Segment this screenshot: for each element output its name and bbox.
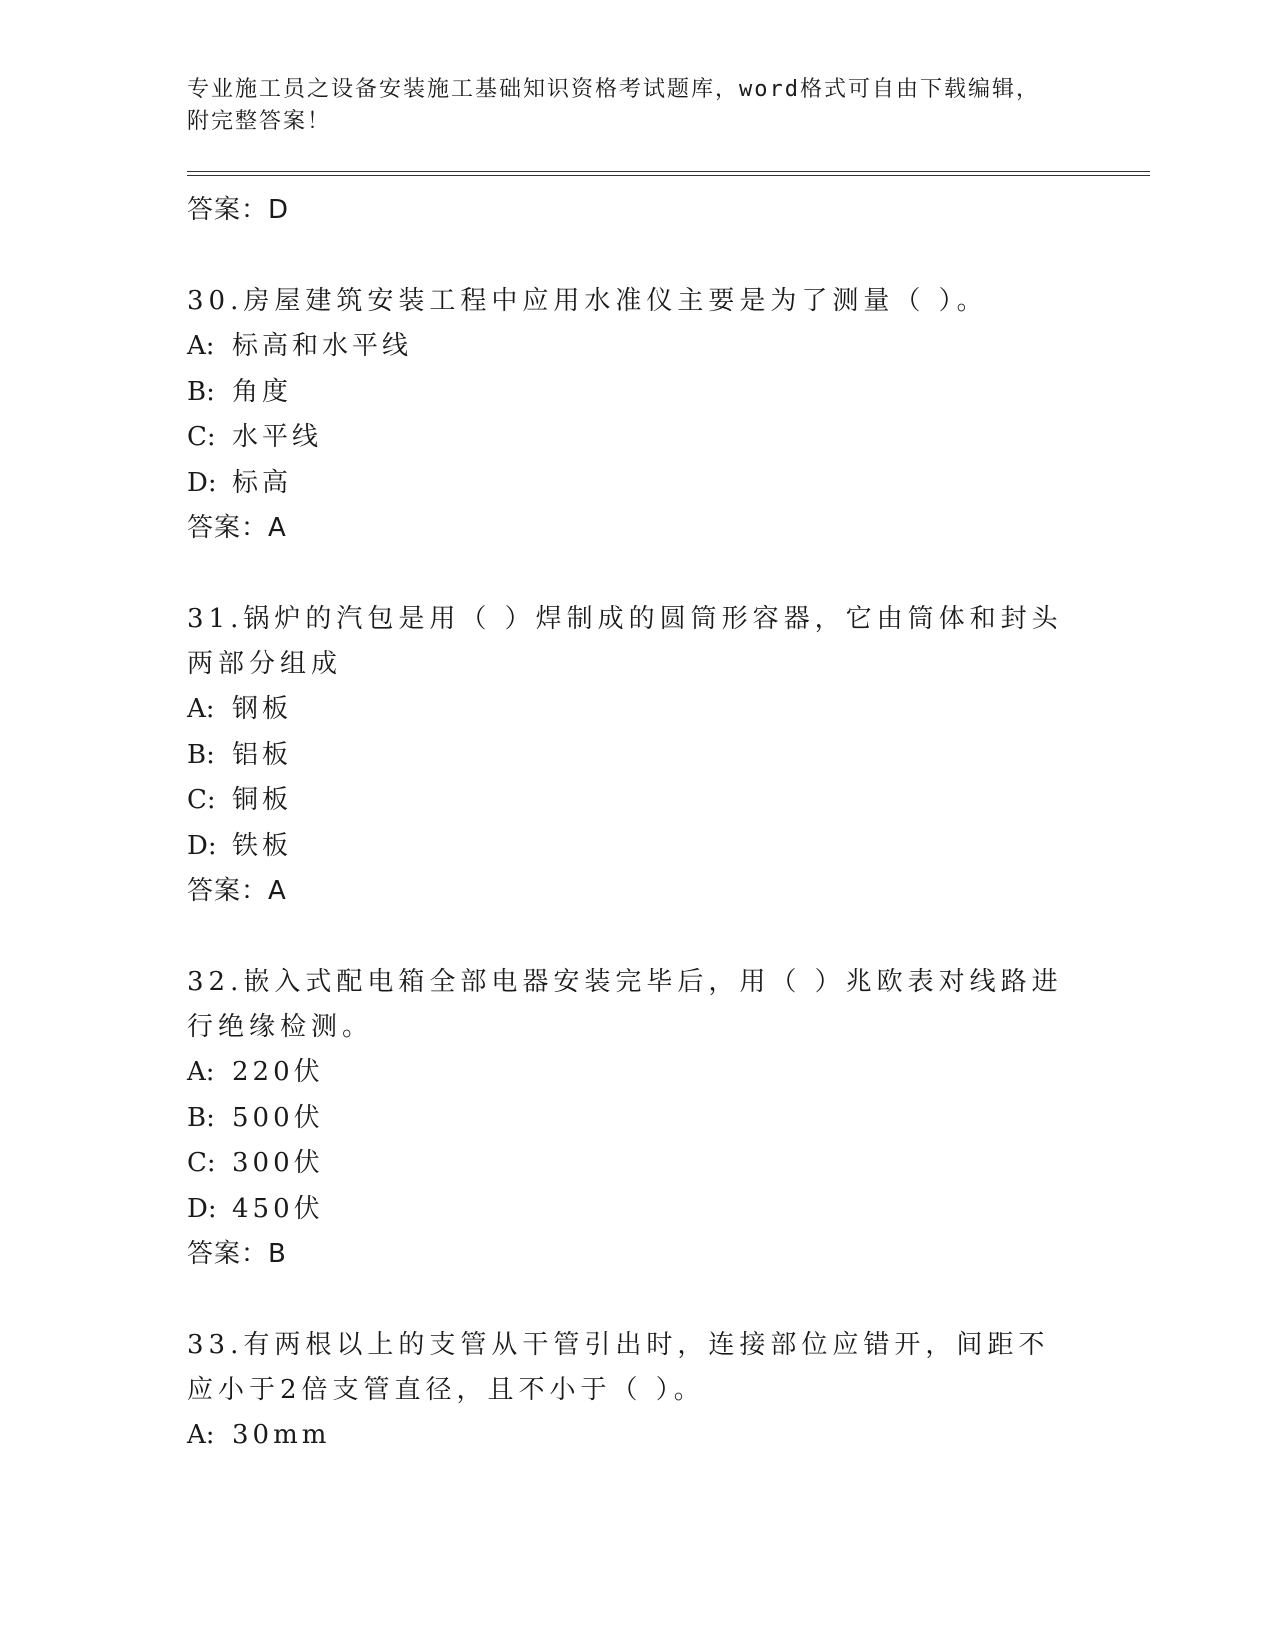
option-c: C: 铜板: [187, 785, 293, 815]
option-a: A: 标高和水平线: [187, 331, 413, 361]
question-text: 33.有两根以上的支管从干管引出时，连接部位应错开，间距不应小于2倍支管直径，且不小于（ ）。: [187, 1330, 1050, 1405]
option-a: A: 220伏: [187, 1057, 324, 1087]
question-text: 30.房屋建筑安装工程中应用水准仪主要是为了测量（ ）。: [187, 286, 988, 316]
header-divider-bottom: [187, 175, 1150, 176]
document-header: [187, 74, 1087, 138]
answer: 答案：A: [187, 876, 287, 906]
option-b: B: 角度: [187, 376, 293, 407]
question-block: [187, 597, 1087, 914]
option-c: C: 水平线: [187, 422, 323, 452]
question-text: 31.锅炉的汽包是用（ ）焊制成的圆筒形容器，它由筒体和封头两部分组成: [187, 604, 1063, 679]
answer-previous: 答案：D: [187, 195, 290, 225]
document-body: [187, 188, 1087, 1459]
option-d: D: 铁板: [187, 830, 293, 861]
question-block: [187, 279, 1087, 551]
option-a: A: 30mm: [187, 1420, 331, 1450]
header-divider-top: [187, 171, 1150, 172]
question-block: [187, 1323, 1087, 1459]
option-d: D: 标高: [187, 467, 293, 498]
option-c: C: 300伏: [187, 1148, 324, 1178]
question-text: 32.嵌入式配电箱全部电器安装完毕后，用（ ）兆欧表对线路进行绝缘检测。: [187, 967, 1063, 1042]
option-b: B: 铝板: [187, 739, 293, 770]
question-block: [187, 960, 1087, 1277]
header-line-2: 附完整答案！: [187, 109, 332, 134]
answer: 答案：A: [187, 513, 287, 543]
answer: 答案：B: [187, 1239, 287, 1269]
option-b: B: 500伏: [187, 1102, 324, 1133]
option-d: D: 450伏: [187, 1193, 324, 1224]
header-line-1: 专业施工员之设备安装施工基础知识资格考试题库，word格式可自由下载编辑，: [187, 77, 1040, 102]
option-a: A: 钢板: [187, 694, 293, 724]
